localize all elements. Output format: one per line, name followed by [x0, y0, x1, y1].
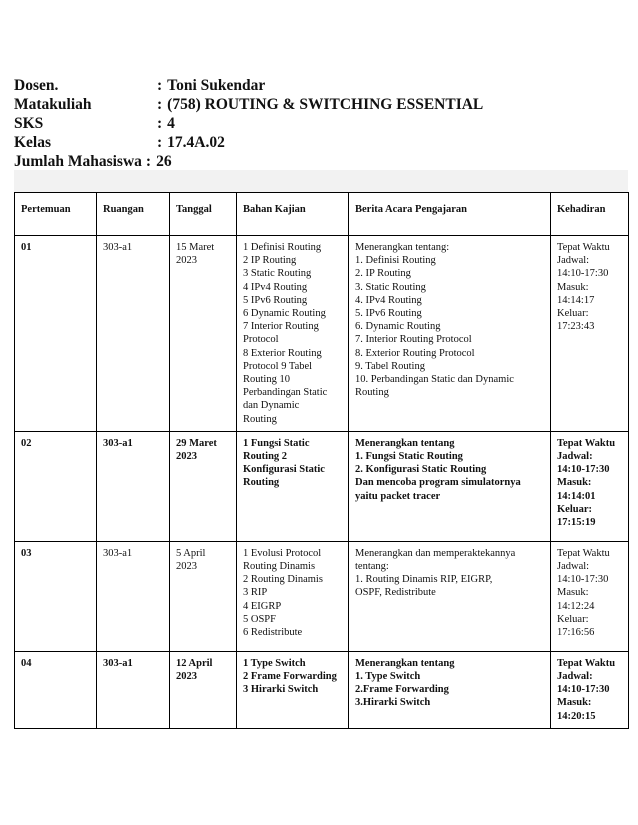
- column-header-pertemuan: Pertemuan: [15, 193, 97, 236]
- cell-line: 2 Frame Forwarding: [243, 671, 337, 683]
- cell-berita-acara: [349, 541, 551, 651]
- cell-pertemuan: 02: [15, 431, 97, 541]
- cell-line: Keluar:: [557, 613, 589, 625]
- cell-line: 2. Konfigurasi Static Routing: [355, 464, 487, 476]
- cell-line: dan Dynamic: [243, 400, 300, 412]
- header-separator: :: [145, 153, 152, 170]
- header-value: 17.4A.02: [167, 134, 225, 151]
- cell-line: 17:16:56: [557, 627, 595, 639]
- cell-line: Routing: [243, 413, 277, 425]
- cell-line: Konfigurasi Static: [243, 464, 325, 476]
- cell-kehadiran: [551, 236, 629, 432]
- cell-line: 15 Maret: [176, 242, 215, 253]
- cell-line: 1. Routing Dinamis RIP, EIGRP,: [355, 574, 493, 586]
- cell-line: Menerangkan tentang:: [355, 242, 450, 253]
- cell-line: 7 Interior Routing: [243, 321, 319, 333]
- cell-line: Tepat Waktu: [557, 242, 610, 253]
- cell-line: OSPF, Redistribute: [355, 587, 436, 599]
- cell-line: Jadwal:: [557, 451, 593, 463]
- cell-bahan-kajian: [237, 431, 349, 541]
- column-header-kehadiran: Kehadiran: [551, 193, 629, 236]
- cell-line: 14:10-17:30: [557, 268, 609, 280]
- table-row: [15, 651, 629, 728]
- cell-line: Jadwal:: [557, 561, 590, 573]
- cell-line: 4 EIGRP: [243, 600, 282, 612]
- cell-line: 8. Exterior Routing Protocol: [355, 347, 475, 359]
- header-value: 4: [167, 115, 175, 132]
- cell-line: Masuk:: [557, 477, 592, 489]
- cell-pertemuan: 03: [15, 541, 97, 651]
- cell-line: 8 Exterior Routing: [243, 347, 322, 359]
- header-label: Dosen.: [14, 77, 59, 94]
- document-header: [14, 76, 483, 171]
- cell-berita-acara: [349, 236, 551, 432]
- table-top-band: [14, 170, 628, 192]
- cell-line: 5 IPv6 Routing: [243, 294, 308, 306]
- cell-line: Jadwal:: [557, 671, 593, 683]
- cell-line: 2023: [176, 561, 197, 573]
- cell-tanggal: [170, 431, 237, 541]
- cell-line: Tepat Waktu: [557, 657, 616, 669]
- header-row-dosen: [14, 76, 483, 95]
- cell-line: Menerangkan tentang: [355, 437, 455, 449]
- cell-line: 14:20:15: [557, 710, 596, 722]
- column-header-berita-acara: Berita Acara Pengajaran: [349, 193, 551, 236]
- cell-line: Tepat Waktu: [557, 437, 616, 449]
- cell-line: 6. Dynamic Routing: [355, 321, 441, 333]
- header-value: (758) ROUTING & SWITCHING ESSENTIAL: [167, 96, 484, 113]
- cell-line: 1 Definisi Routing: [243, 242, 322, 253]
- cell-line: Menerangkan tentang: [355, 657, 455, 669]
- cell-line: 1. Type Switch: [355, 671, 421, 683]
- cell-line: 17:23:43: [557, 321, 595, 333]
- column-header-bahan-kajian: Bahan Kajian: [237, 193, 349, 236]
- cell-line: Routing: [355, 387, 389, 399]
- cell-line: 2023: [176, 255, 197, 267]
- cell-line: Menerangkan dan memperaktekannya: [355, 547, 516, 559]
- cell-line: 14:14:17: [557, 294, 595, 306]
- cell-line: 5 April: [176, 547, 206, 559]
- cell-line: Keluar:: [557, 503, 592, 515]
- cell-line: 14:10-17:30: [557, 574, 609, 586]
- cell-line: 9. Tabel Routing: [355, 360, 425, 372]
- cell-line: 3 Hirarki Switch: [243, 684, 319, 696]
- cell-line: 2023: [176, 451, 197, 463]
- attendance-table: [14, 192, 629, 729]
- cell-bahan-kajian: [237, 541, 349, 651]
- header-row-sks: [14, 114, 483, 133]
- cell-ruangan: 303-a1: [97, 651, 170, 728]
- cell-line: 2.Frame Forwarding: [355, 684, 449, 696]
- cell-line: Tepat Waktu: [557, 547, 610, 559]
- cell-line: 3 RIP: [243, 587, 268, 599]
- cell-line: Routing 10: [243, 374, 290, 386]
- cell-line: 3. Static Routing: [355, 281, 426, 293]
- cell-line: 12 April: [176, 657, 213, 669]
- cell-pertemuan: 04: [15, 651, 97, 728]
- cell-pertemuan: 01: [15, 236, 97, 432]
- cell-line: Routing 2: [243, 451, 288, 463]
- cell-kehadiran: [551, 431, 629, 541]
- header-label: SKS: [14, 115, 44, 132]
- cell-line: 3.Hirarki Switch: [355, 697, 431, 709]
- cell-line: 1. Fungsi Static Routing: [355, 451, 463, 463]
- cell-line: 10. Perbandingan Static dan Dynamic: [355, 374, 514, 386]
- cell-line: 1 Fungsi Static: [243, 437, 310, 449]
- cell-line: 2 IP Routing: [243, 255, 297, 267]
- header-row-jumlah-mahasiswa: [14, 152, 483, 171]
- cell-line: Masuk:: [557, 697, 592, 709]
- cell-tanggal: [170, 651, 237, 728]
- header-value: 26: [156, 153, 172, 170]
- cell-line: 14:14:01: [557, 490, 596, 502]
- table-row: [15, 431, 629, 541]
- cell-tanggal: [170, 541, 237, 651]
- cell-ruangan: 303-a1: [97, 431, 170, 541]
- cell-line: 2. IP Routing: [355, 268, 411, 280]
- header-row-matakuliah: [14, 95, 483, 114]
- header-label: Jumlah Mahasiswa: [14, 153, 142, 170]
- cell-line: Keluar:: [557, 308, 589, 320]
- header-separator: :: [157, 77, 163, 94]
- cell-bahan-kajian: [237, 236, 349, 432]
- cell-line: Protocol: [243, 334, 279, 346]
- cell-tanggal: [170, 236, 237, 432]
- cell-ruangan: 303-a1: [97, 541, 170, 651]
- attendance-table-container: [14, 170, 628, 729]
- cell-line: 6 Dynamic Routing: [243, 308, 326, 320]
- cell-line: 17:15:19: [557, 517, 596, 529]
- cell-line: Dan mencoba program simulatornya: [355, 477, 521, 489]
- cell-line: 4 IPv4 Routing: [243, 281, 308, 293]
- cell-kehadiran: [551, 541, 629, 651]
- cell-line: 1. Definisi Routing: [355, 255, 436, 267]
- cell-line: 7. Interior Routing Protocol: [355, 334, 472, 346]
- cell-line: Perbandingan Static: [243, 387, 328, 399]
- cell-line: 6 Redistribute: [243, 627, 303, 639]
- cell-line: 5 OSPF: [243, 613, 276, 625]
- cell-line: 3 Static Routing: [243, 268, 312, 280]
- cell-berita-acara: [349, 651, 551, 728]
- header-value: Toni Sukendar: [167, 77, 266, 94]
- cell-line: Protocol 9 Tabel: [243, 360, 313, 372]
- cell-line: 29 Maret: [176, 437, 217, 449]
- cell-line: 5. IPv6 Routing: [355, 308, 422, 320]
- header-separator: :: [157, 134, 163, 151]
- cell-line: Routing: [243, 477, 280, 489]
- cell-line: yaitu packet tracer: [355, 490, 441, 502]
- cell-line: 14:10-17:30: [557, 684, 610, 696]
- column-header-ruangan: Ruangan: [97, 193, 170, 236]
- cell-berita-acara: [349, 431, 551, 541]
- cell-bahan-kajian: [237, 651, 349, 728]
- cell-line: 4. IPv4 Routing: [355, 294, 422, 306]
- cell-line: 2023: [176, 671, 197, 683]
- cell-kehadiran: [551, 651, 629, 728]
- column-header-tanggal: Tanggal: [170, 193, 237, 236]
- header-label: Matakuliah: [14, 96, 92, 113]
- table-header-row: [15, 193, 629, 236]
- table-row: [15, 541, 629, 651]
- header-label: Kelas: [14, 134, 52, 151]
- cell-line: Masuk:: [557, 587, 589, 599]
- cell-line: 1 Evolusi Protocol: [243, 547, 322, 559]
- header-separator: :: [157, 96, 163, 113]
- header-row-kelas: [14, 133, 483, 152]
- cell-line: 14:10-17:30: [557, 464, 610, 476]
- table-row: [15, 236, 629, 432]
- cell-line: 14:12:24: [557, 600, 595, 612]
- cell-line: Jadwal:: [557, 255, 590, 267]
- cell-line: Routing Dinamis: [243, 561, 316, 573]
- cell-ruangan: 303-a1: [97, 236, 170, 432]
- cell-line: tentang:: [355, 561, 389, 573]
- cell-line: 2 Routing Dinamis: [243, 574, 323, 586]
- cell-line: Masuk:: [557, 281, 589, 293]
- header-separator: :: [157, 115, 163, 132]
- table-body: [15, 236, 629, 729]
- cell-line: 1 Type Switch: [243, 657, 306, 669]
